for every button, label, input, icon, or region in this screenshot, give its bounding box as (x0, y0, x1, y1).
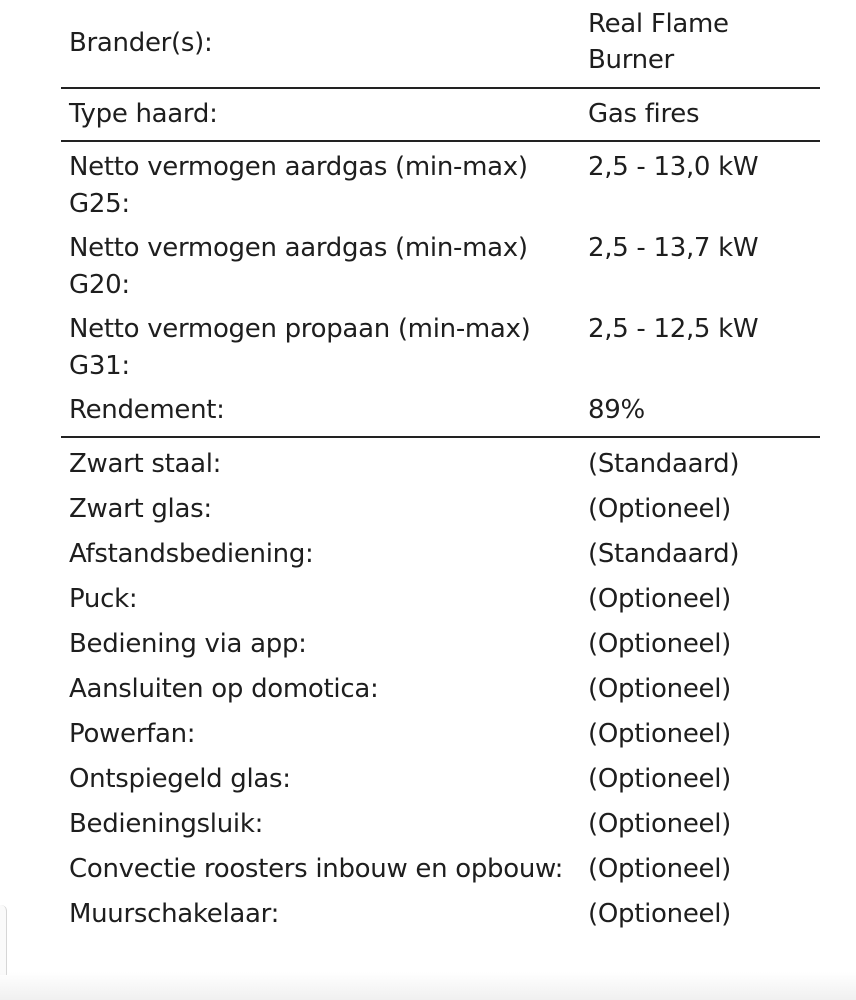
spec-row-zwart-glas (61, 483, 820, 528)
spec-value: (Optioneel) (588, 899, 731, 929)
left-edge-handle (0, 905, 7, 975)
spec-row-zwart-staal (61, 437, 820, 483)
spec-value: 2,5 - 12,5 kW (588, 314, 759, 344)
spec-row-bediening-via-app (61, 618, 820, 663)
spec-value: (Optioneel) (588, 629, 731, 659)
spec-row-g20 (61, 223, 820, 304)
spec-row-muurschakelaar (61, 888, 820, 933)
spec-value: (Standaard) (588, 539, 740, 569)
spec-label: Zwart glas: (69, 494, 212, 524)
spec-value: (Optioneel) (588, 809, 731, 839)
spec-label: Afstandsbediening: (69, 539, 314, 569)
spec-label: Netto vermogen propaan (min-max) G31: (69, 314, 531, 381)
spec-value: (Optioneel) (588, 764, 731, 794)
spec-label: Ontspiegeld glas: (69, 764, 291, 794)
spec-value: Real Flame Burner (588, 0, 820, 88)
spec-row-domotica (61, 663, 820, 708)
spec-value: Gas fires (588, 88, 820, 141)
spec-label: Muurschakelaar: (69, 899, 280, 929)
spec-value: 2,5 - 13,0 kW (588, 152, 759, 182)
spec-row-g25 (61, 141, 820, 223)
spec-label: Aansluiten op domotica: (69, 674, 379, 704)
spec-label: Zwart staal: (69, 449, 222, 479)
spec-label: Bedieningsluik: (69, 809, 264, 839)
spec-row-g31 (61, 304, 820, 385)
specifications-table (61, 0, 820, 933)
spec-row-type-haard (61, 88, 820, 141)
spec-value: (Optioneel) (588, 674, 731, 704)
spec-label: Netto vermogen aardgas (min-max) G25: (69, 152, 528, 219)
spec-value: (Optioneel) (588, 854, 731, 884)
spec-value: 89% (588, 385, 820, 437)
spec-label: Netto vermogen aardgas (min-max) G20: (69, 233, 528, 300)
bottom-fade (0, 972, 856, 1000)
spec-label: Bediening via app: (69, 629, 307, 659)
spec-label: Puck: (69, 584, 138, 614)
spec-row-rendement (61, 385, 820, 437)
spec-value: (Optioneel) (588, 719, 731, 749)
spec-row-ontspiegeld-glas (61, 753, 820, 798)
spec-row-brander (61, 0, 820, 88)
spec-value: (Standaard) (588, 449, 740, 479)
spec-label: Powerfan: (69, 719, 196, 749)
spec-value: 2,5 - 13,7 kW (588, 233, 759, 263)
spec-row-afstandsbediening (61, 528, 820, 573)
spec-label: Rendement: (61, 385, 588, 437)
spec-label: Type haard: (61, 88, 588, 141)
spec-label: Brander(s): (61, 0, 588, 88)
spec-value: (Optioneel) (588, 584, 731, 614)
spec-row-bedieningsluik (61, 798, 820, 843)
spec-row-powerfan (61, 708, 820, 753)
spec-row-convectie-roosters (61, 843, 820, 888)
spec-row-puck (61, 573, 820, 618)
spec-label: Convectie roosters inbouw en opbouw: (69, 854, 564, 884)
spec-value: (Optioneel) (588, 494, 731, 524)
